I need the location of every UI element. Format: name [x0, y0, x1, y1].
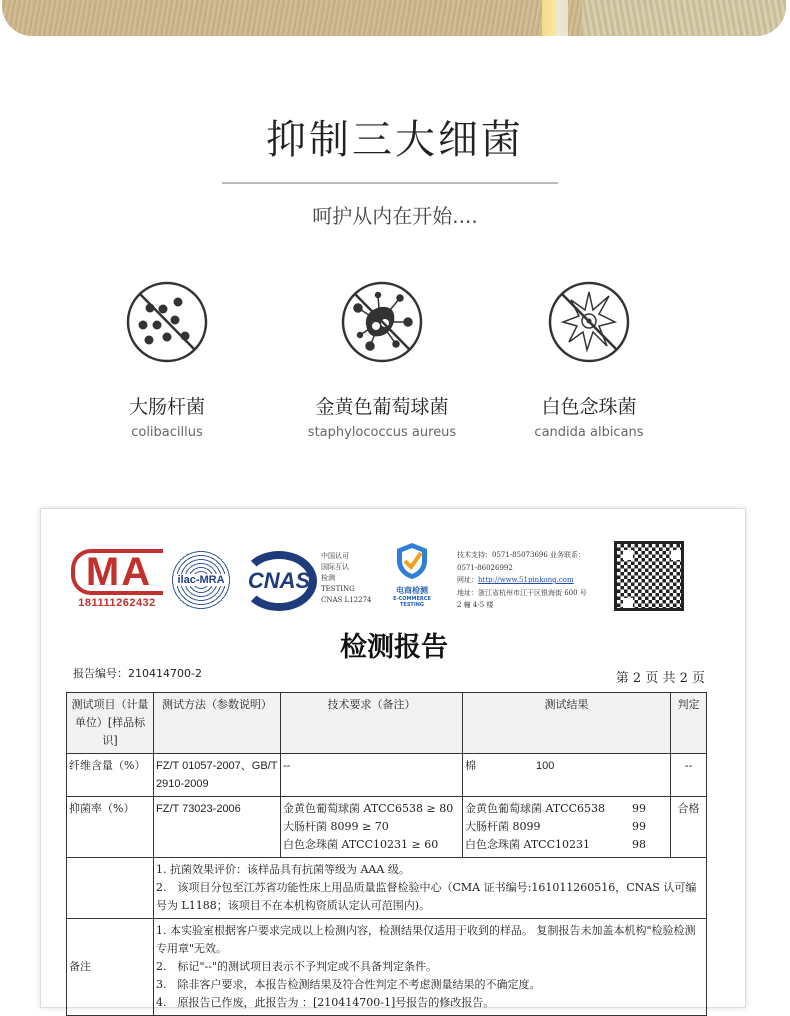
germ-name-en: staphylococcus aureus	[307, 425, 457, 440]
no-virus-icon	[340, 280, 424, 364]
no-fungus-icon	[547, 280, 631, 364]
germ-name-en: candida albicans	[534, 425, 644, 440]
divider	[222, 182, 558, 184]
germ-name-en: colibacillus	[131, 425, 203, 440]
germ-colibacillus	[67, 280, 267, 440]
report-title: 检测报告	[340, 632, 448, 663]
cnas-logo: CNAS	[241, 551, 317, 611]
page-title: 抑制三大细菌	[266, 117, 524, 163]
no-bacteria-dots-icon	[125, 280, 209, 364]
table-header: 测试项目（计量单位）[样品标识] 测试方法（参数说明） 技术要求（备注） 测试结果 判定	[67, 693, 707, 754]
table-row: 抑菌率（%） FZ/T 73023-2006 金黄色葡萄球菌 ATCC6538 ≥ 80 大肠杆菌 8099 ≥ 70 白色念珠菌 ATCC10231 ≥ 60 金黄色葡萄球菌 ATCC6538 99 大肠杆菌 8099 99 白色念珠菌 ATCC10231 98 合格	[67, 797, 707, 858]
table-row: 1. 抗菌效果评价：该样品具有抗菌等级为 AAA 级。 2. 该项目分包至江苏省功能性床上用品质量监督检验中心（CMA 证书编号:161011260516，CNAS 认可编号为 L1188；该项目不在本机构资质认定认可范围内)。	[67, 858, 707, 919]
germ-name: 白色念珠菌	[541, 396, 637, 418]
report-number: 报告编号：210414700-2	[73, 667, 202, 680]
results-table	[66, 692, 707, 1016]
product-photo	[2, 0, 786, 36]
test-report	[40, 508, 746, 1008]
germ-name: 金黄色葡萄球菌	[315, 396, 449, 418]
germ-candida	[489, 280, 689, 440]
page-indicator: 第 2 页 共 2 页	[615, 671, 705, 686]
website-link[interactable]: http://www.51pinkong.com	[478, 576, 574, 584]
subtitle: 呵护从内在开始....	[312, 204, 478, 228]
contact-info: 技术支持：0571-85073696 业务联系： 0571-86026992 网址：http://www.51pinkong.com 地址：浙江省杭州市江干区银海街 600 号 2 幢 4-5 楼	[457, 551, 587, 609]
qr-code	[614, 541, 684, 611]
cma-logo: MA 181111262432	[71, 549, 163, 609]
ecommerce-testing-logo: 电商检测 E-COMMERCE TESTING	[381, 541, 443, 608]
table-row-remarks: 备注 1. 本实验室根据客户要求完成以上检测内容，检测结果仅适用于收到的样品。 复制报告未加盖本机构"检验检测专用章"无效。 2. 标记"--"的测试项目表示不予判定或不具备判定条件。 3. 除非客户要求，本报告检测结果及符合性判定不考虑测量结果的不确定度。 4. 原报告已作废，此报告为 ：[210414700-1]号报告的修改报告。	[67, 919, 707, 1016]
shield-check-icon	[394, 541, 430, 581]
germ-name: 大肠杆菌	[128, 396, 205, 418]
cnas-text: 中国认可 国际互认 检测 TESTING CNAS L12274	[321, 552, 372, 604]
germ-staphylococcus	[282, 280, 482, 440]
ilac-mra-logo: ilac-MRA	[171, 549, 231, 611]
table-row: 纤维含量（%） FZ/T 01057-2007、GB/T 2910-2009 -- 棉 100 --	[67, 754, 707, 797]
